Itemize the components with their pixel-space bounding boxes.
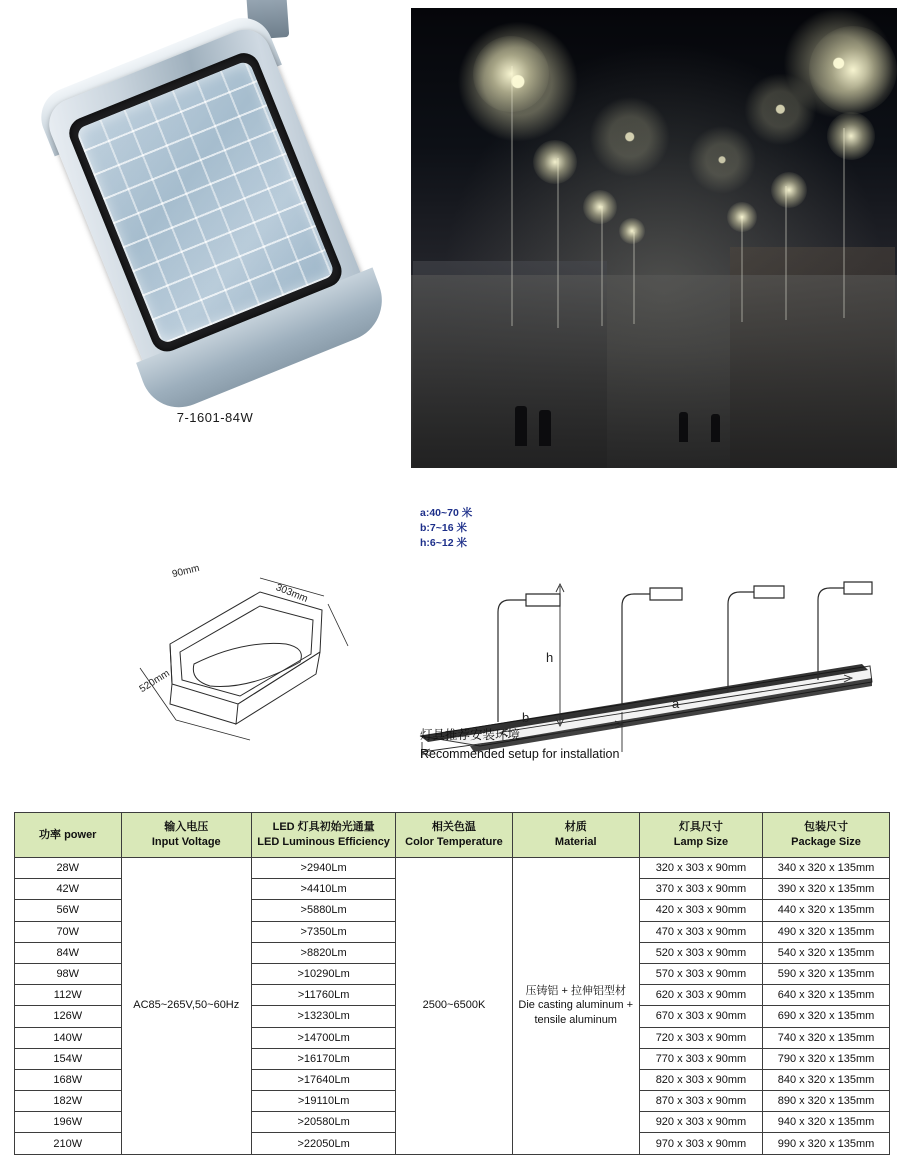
cell-luminous-flux: >22050Lm <box>251 1133 395 1154</box>
cell-lamp-size: 670 x 303 x 90mm <box>639 1006 762 1027</box>
header-power <box>15 813 122 858</box>
setup-marker-h: h <box>546 650 554 665</box>
product-model-caption: 7-1601-84W <box>176 410 254 425</box>
table-header <box>15 813 890 858</box>
specification-table <box>14 812 890 1155</box>
cell-power: 70W <box>15 921 122 942</box>
lamp-illustration <box>0 0 456 444</box>
installation-setup-drawing <box>410 498 880 778</box>
header-lamp-size-en: Lamp Size <box>673 836 729 848</box>
cell-luminous-flux: >4410Lm <box>251 879 395 900</box>
cell-material-cn: 压铸铝 + 拉伸铝型材 <box>525 984 626 997</box>
dimension-width-label: 520mm <box>137 667 172 696</box>
cell-power: 42W <box>15 879 122 900</box>
table-body <box>15 858 890 1155</box>
cell-lamp-size: 770 x 303 x 90mm <box>639 1048 762 1069</box>
cell-package-size: 990 x 320 x 135mm <box>763 1133 890 1154</box>
cell-power: 126W <box>15 1006 122 1027</box>
cell-package-size: 390 x 320 x 135mm <box>763 879 890 900</box>
setup-legend-a: a:40~70 米 <box>420 507 473 519</box>
cell-material-en: Die casting aluminum + tensile aluminum <box>518 999 634 1027</box>
photo-lamp-glow <box>727 202 757 232</box>
header-luminous-flux-cn: LED 灯具初始光通量 <box>272 821 375 834</box>
cell-material <box>512 858 639 1155</box>
table-row <box>15 858 890 879</box>
photo-pedestrian <box>539 410 551 446</box>
setup-caption-cn: 灯具推荐安装环境 <box>420 728 521 742</box>
photo-pedestrian <box>711 414 720 442</box>
table-header-row <box>15 813 890 858</box>
top-imagery-section <box>0 0 904 478</box>
cell-power: 28W <box>15 858 122 879</box>
header-luminous-flux-en: LED Luminous Efficiency <box>257 836 390 848</box>
header-lamp-size <box>639 813 762 858</box>
cell-lamp-size: 820 x 303 x 90mm <box>639 1069 762 1090</box>
cell-lamp-size: 420 x 303 x 90mm <box>639 900 762 921</box>
cell-power: 154W <box>15 1048 122 1069</box>
setup-legend-b: b:7~16 米 <box>420 522 467 535</box>
header-input-voltage-cn: 输入电压 <box>164 821 209 834</box>
cell-package-size: 640 x 320 x 135mm <box>763 985 890 1006</box>
cell-luminous-flux: >19110Lm <box>251 1091 395 1112</box>
cell-luminous-flux: >10290Lm <box>251 963 395 984</box>
setup-marker-b: b <box>522 710 530 725</box>
dimension-height-label: 90mm <box>171 562 201 581</box>
cell-color-temperature: 2500~6500K <box>396 858 512 1155</box>
header-package-size-cn: 包装尺寸 <box>804 821 849 834</box>
cell-luminous-flux: >13230Lm <box>251 1006 395 1027</box>
cell-package-size: 790 x 320 x 135mm <box>763 1048 890 1069</box>
cell-lamp-size: 470 x 303 x 90mm <box>639 921 762 942</box>
setup-marker-a: a <box>672 696 680 711</box>
cell-package-size: 440 x 320 x 135mm <box>763 900 890 921</box>
photo-street-pole <box>601 206 603 326</box>
cell-lamp-size: 970 x 303 x 90mm <box>639 1133 762 1154</box>
cell-package-size: 340 x 320 x 135mm <box>763 858 890 879</box>
cell-lamp-size: 570 x 303 x 90mm <box>639 963 762 984</box>
cell-lamp-size: 620 x 303 x 90mm <box>639 985 762 1006</box>
cell-lamp-size: 320 x 303 x 90mm <box>639 858 762 879</box>
header-luminous-flux <box>251 813 395 858</box>
cell-power: 56W <box>15 900 122 921</box>
header-color-temperature <box>396 813 512 858</box>
photo-pedestrian <box>515 406 527 446</box>
setup-legend-h: h:6~12 米 <box>420 537 467 550</box>
cell-lamp-size: 370 x 303 x 90mm <box>639 879 762 900</box>
drawings-section <box>0 478 904 778</box>
cell-power: 98W <box>15 963 122 984</box>
cell-power: 168W <box>15 1069 122 1090</box>
night-street-photo <box>411 8 897 468</box>
cell-power: 84W <box>15 942 122 963</box>
cell-lamp-size: 870 x 303 x 90mm <box>639 1091 762 1112</box>
dimension-drawing <box>110 548 410 748</box>
cell-package-size: 740 x 320 x 135mm <box>763 1027 890 1048</box>
cell-lamp-size: 920 x 303 x 90mm <box>639 1112 762 1133</box>
cell-package-size: 590 x 320 x 135mm <box>763 963 890 984</box>
cell-package-size: 940 x 320 x 135mm <box>763 1112 890 1133</box>
cell-input-voltage: AC85~265V,50~60Hz <box>121 858 251 1155</box>
photo-lamp-glow <box>771 172 807 208</box>
cell-power: 112W <box>15 985 122 1006</box>
cell-luminous-flux: >7350Lm <box>251 921 395 942</box>
header-material <box>512 813 639 858</box>
cell-luminous-flux: >8820Lm <box>251 942 395 963</box>
header-package-size <box>763 813 890 858</box>
dimension-depth-label: 303mm <box>274 582 310 605</box>
setup-legend <box>420 506 472 552</box>
cell-package-size: 690 x 320 x 135mm <box>763 1006 890 1027</box>
cell-luminous-flux: >14700Lm <box>251 1027 395 1048</box>
photo-roadway <box>411 275 897 468</box>
header-color-temperature-cn: 相关色温 <box>431 821 476 834</box>
header-lamp-size-cn: 灯具尺寸 <box>678 821 723 834</box>
product-photo <box>20 10 410 425</box>
header-package-size-en: Package Size <box>791 836 861 848</box>
photo-lamp-glow <box>533 140 577 184</box>
photo-lamp-glow <box>473 36 549 112</box>
photo-lamp-glow <box>827 112 875 160</box>
header-color-temperature-en: Color Temperature <box>405 836 503 848</box>
photo-pedestrian <box>679 412 688 442</box>
header-power-cn: 功率 power <box>39 828 97 841</box>
photo-street-pole <box>633 232 635 324</box>
cell-package-size: 490 x 320 x 135mm <box>763 921 890 942</box>
photo-lamp-glow <box>583 190 617 224</box>
cell-power: 196W <box>15 1112 122 1133</box>
dimension-drawing-svg <box>110 548 410 748</box>
setup-caption <box>420 726 619 764</box>
cell-package-size: 840 x 320 x 135mm <box>763 1069 890 1090</box>
cell-luminous-flux: >16170Lm <box>251 1048 395 1069</box>
cell-power: 182W <box>15 1091 122 1112</box>
cell-power: 140W <box>15 1027 122 1048</box>
setup-caption-en: Recommended setup for installation <box>420 746 620 761</box>
cell-luminous-flux: >11760Lm <box>251 985 395 1006</box>
header-input-voltage-en: Input Voltage <box>151 836 221 848</box>
cell-package-size: 890 x 320 x 135mm <box>763 1091 890 1112</box>
cell-luminous-flux: >5880Lm <box>251 900 395 921</box>
photo-lamp-glow <box>619 218 645 244</box>
cell-luminous-flux: >2940Lm <box>251 858 395 879</box>
cell-package-size: 540 x 320 x 135mm <box>763 942 890 963</box>
cell-lamp-size: 520 x 303 x 90mm <box>639 942 762 963</box>
cell-power: 210W <box>15 1133 122 1154</box>
cell-luminous-flux: >17640Lm <box>251 1069 395 1090</box>
header-material-cn: 材质 <box>564 821 587 834</box>
cell-lamp-size: 720 x 303 x 90mm <box>639 1027 762 1048</box>
header-material-en: Material <box>554 836 597 848</box>
cell-luminous-flux: >20580Lm <box>251 1112 395 1133</box>
header-input-voltage <box>121 813 251 858</box>
photo-lamp-glow <box>809 26 897 114</box>
